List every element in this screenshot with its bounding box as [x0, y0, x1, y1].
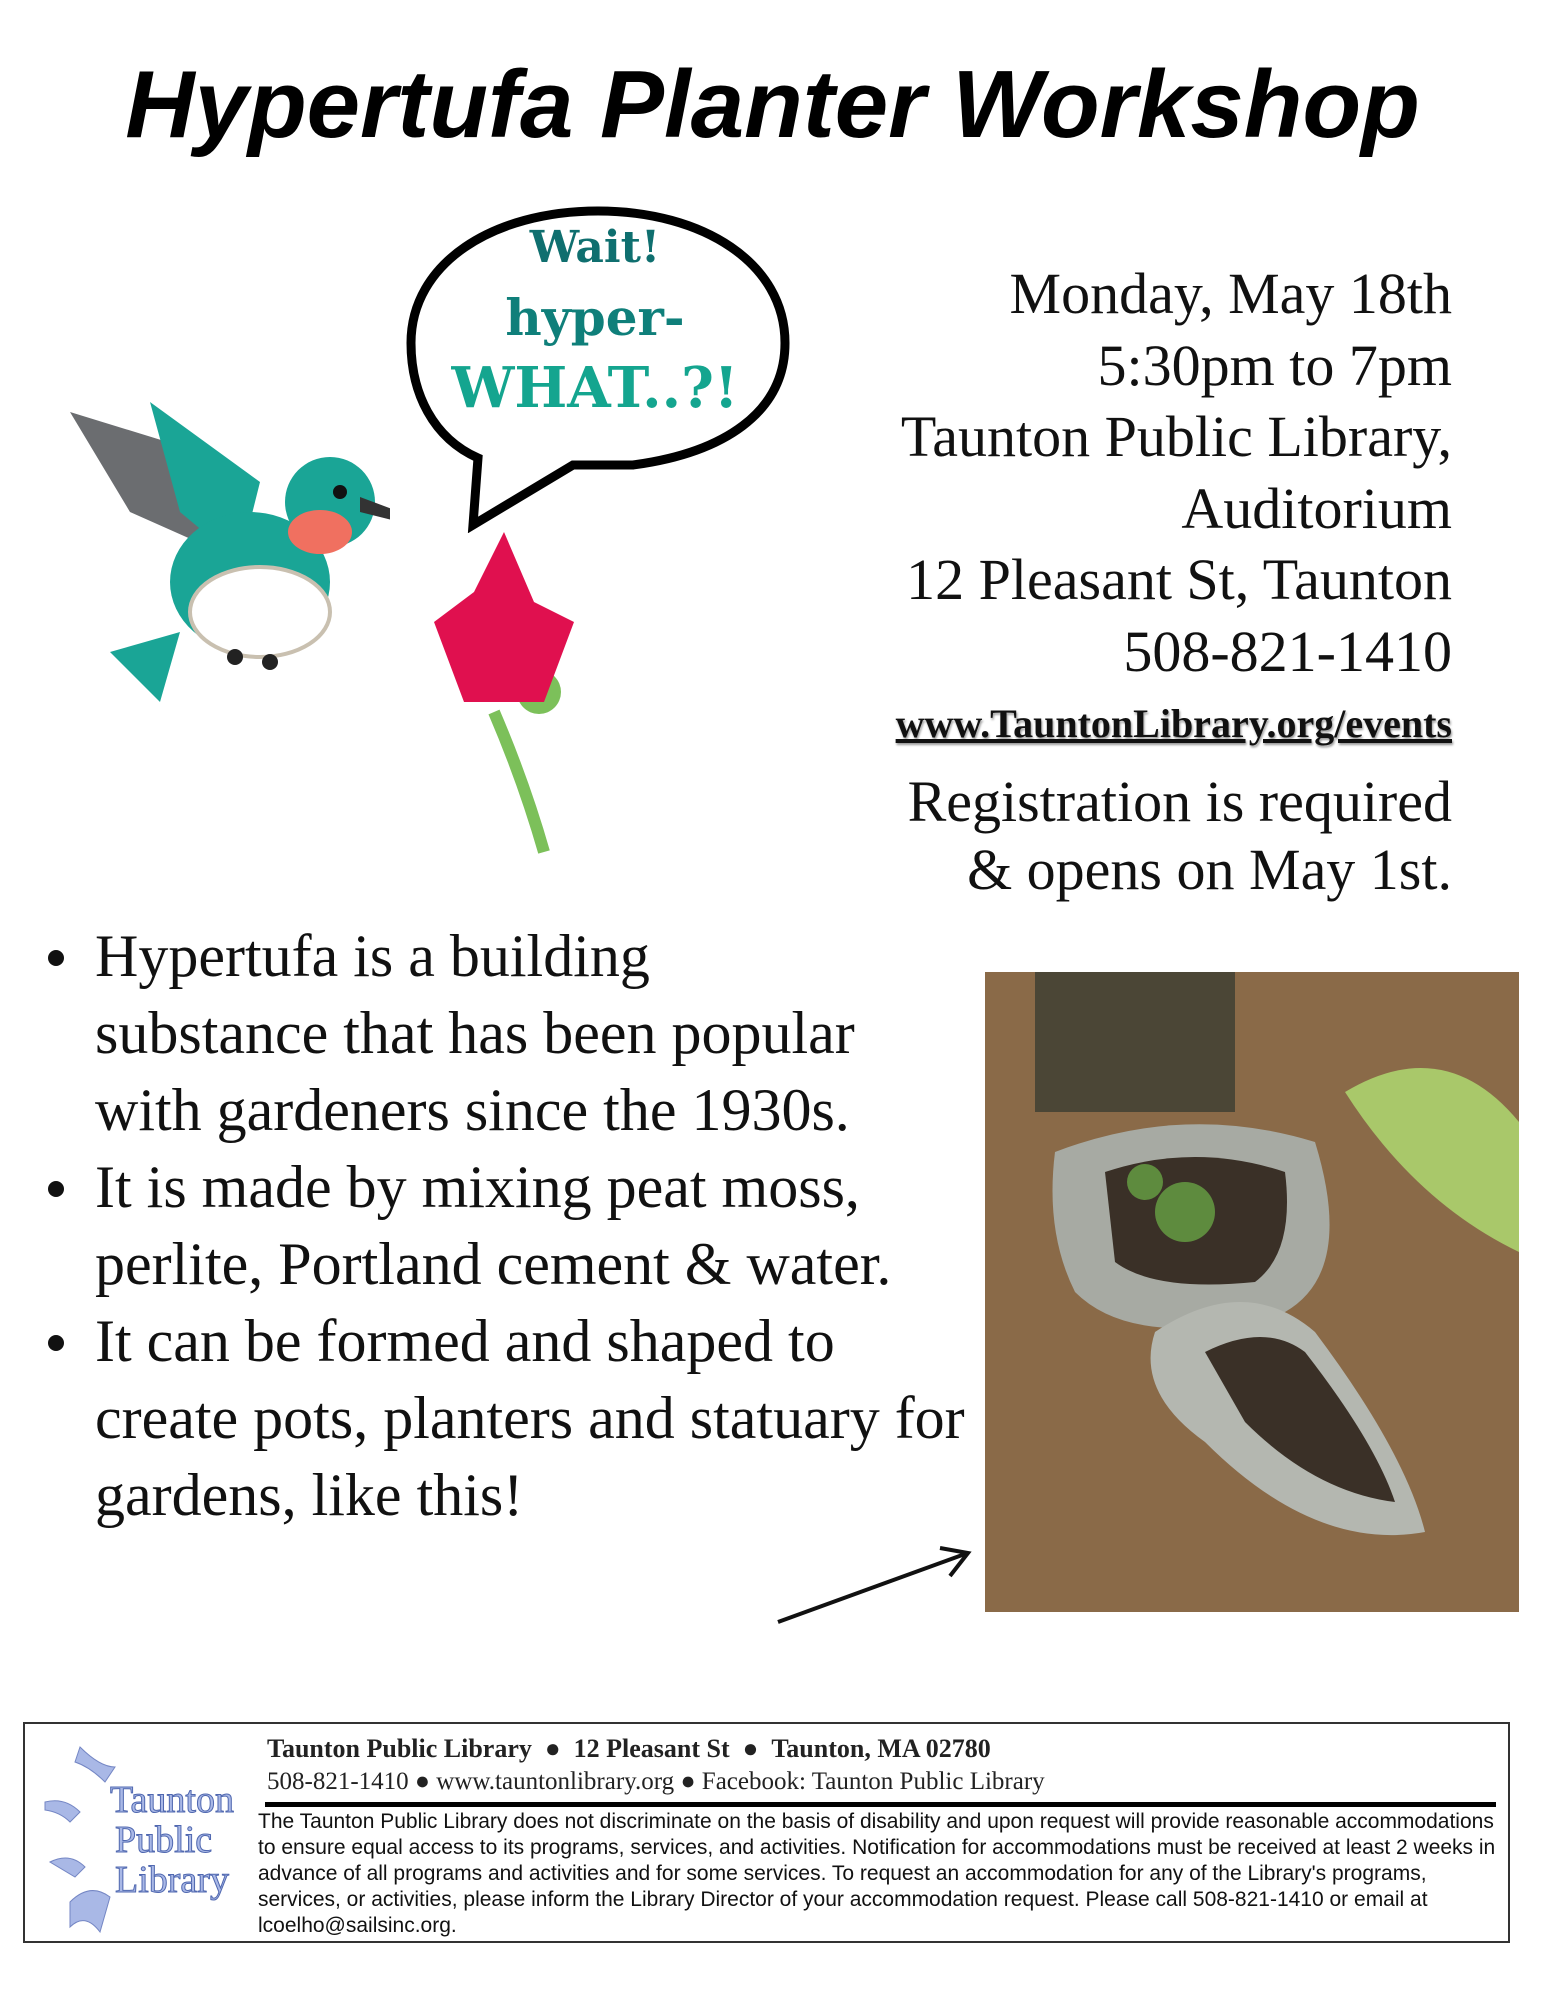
nondiscrimination-notice: The Taunton Public Library does not discriminate on the basis of disability and upon request will provide reasonable accommodations to ensure equal access to its programs, services, and activities. Notification for accommodations must be received at least 2 weeks in advance of all programs and activities and for some services. To request an accommodation for any of the Library's programs, services, or activities, please inform the Library Director of your accommodation request. Please call 508-821-1410 or email at lcoelho@sailsinc.org. — [258, 1810, 1496, 1937]
separator: ● — [414, 1768, 431, 1795]
registration-note — [908, 768, 1452, 904]
bullet-item: Hypertufa is a building substance that has been popular with gardeners since the 1930s. — [40, 918, 860, 1149]
event-room: Auditorium — [1181, 475, 1452, 541]
svg-text:Taunton: Taunton — [110, 1779, 234, 1821]
bullet-list — [40, 918, 990, 1534]
separator: ● — [544, 1734, 561, 1763]
footer-library-name: Taunton Public Library — [267, 1734, 532, 1763]
page-title: Hypertufa Planter Workshop — [125, 51, 1420, 158]
library-logo — [40, 1742, 250, 1937]
footer-divider — [265, 1802, 1496, 1807]
bullet-item: It is made by mixing peat moss, perlite, Portland cement & water. — [40, 1149, 980, 1303]
footer-phone: 508-821-1410 — [267, 1768, 409, 1795]
event-date: Monday, May 18th — [1009, 261, 1452, 326]
hypertufa-planter-photo — [985, 972, 1519, 1612]
bubble-line-2: hyper- — [505, 288, 685, 347]
separator: ● — [680, 1768, 696, 1795]
hummingbird-illustration — [70, 392, 390, 712]
bullet-item: It can be formed and shaped to create pots, planters and statuary for gardens, like this! — [40, 1303, 980, 1534]
svg-text:Public: Public — [115, 1819, 213, 1861]
arrow-icon — [770, 1540, 990, 1630]
separator: ● — [742, 1734, 759, 1763]
footer-contact-line-2 — [267, 1768, 1045, 1796]
footer-street: 12 Pleasant St — [573, 1734, 730, 1763]
svg-text:Library: Library — [115, 1859, 229, 1901]
bubble-line-1: Wait! — [529, 222, 661, 273]
event-details — [901, 258, 1452, 687]
footer-facebook: Facebook: Taunton Public Library — [701, 1768, 1045, 1795]
event-venue: Taunton Public Library, — [900, 404, 1452, 469]
footer-city: Taunton, MA 02780 — [771, 1734, 991, 1763]
event-phone: 508-821-1410 — [1123, 618, 1452, 684]
registration-line-1: Registration is required — [907, 769, 1452, 834]
footer-contact-line-1 — [267, 1734, 991, 1764]
footer-box — [23, 1722, 1510, 1943]
event-address: 12 Pleasant St, Taunton — [906, 547, 1452, 612]
events-link[interactable]: www.TauntonLibrary.org/events — [895, 701, 1452, 746]
registration-line-2: & opens on May 1st. — [967, 837, 1452, 902]
event-time: 5:30pm to 7pm — [1097, 332, 1452, 398]
flower-illustration — [424, 532, 584, 857]
footer-website-link[interactable]: www.tauntonlibrary.org — [436, 1768, 675, 1795]
bubble-line-3: WHAT..?! — [451, 355, 739, 421]
